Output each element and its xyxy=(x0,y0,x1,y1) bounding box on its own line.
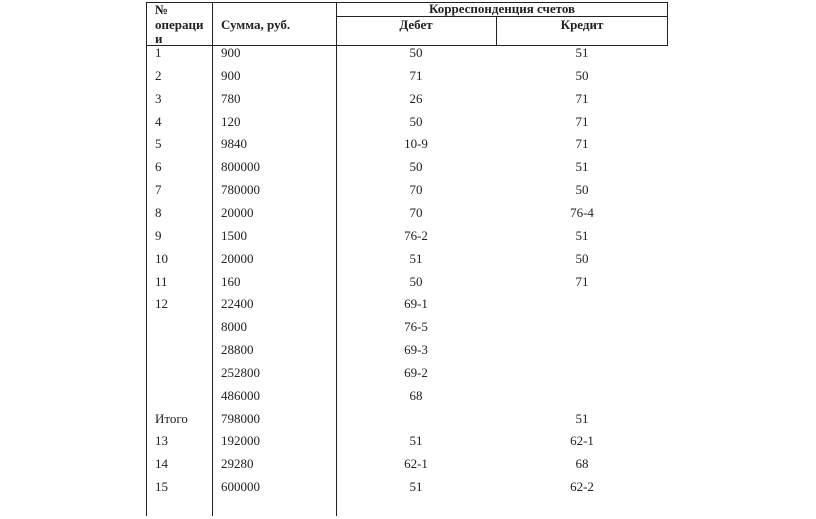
header-sum: Сумма, руб. xyxy=(221,17,291,32)
debit-cell: 50 xyxy=(409,273,423,289)
table-row xyxy=(146,457,668,480)
credit-cell: 68 xyxy=(575,456,589,472)
header-credit: Кредит xyxy=(560,17,604,32)
sum-cell: 9840 xyxy=(221,136,247,152)
credit-cell: 62-2 xyxy=(570,479,594,495)
sum-cell: 8000 xyxy=(221,319,247,335)
debit-cell: 50 xyxy=(409,113,423,129)
header-op-number-line3: и xyxy=(155,31,163,46)
sum-cell: 1500 xyxy=(221,227,247,243)
sum-cell: 900 xyxy=(221,67,241,83)
table-row xyxy=(146,229,668,252)
debit-cell: 50 xyxy=(409,45,423,60)
op-cell: 15 xyxy=(155,479,168,495)
debit-cell: 69-2 xyxy=(404,364,428,380)
table-row xyxy=(146,69,668,92)
sum-cell: 29280 xyxy=(221,456,254,472)
op-cell: 4 xyxy=(155,113,162,129)
table-row xyxy=(146,160,668,183)
op-cell: 9 xyxy=(155,227,162,243)
table-row xyxy=(146,434,668,457)
header-debit: Дебет xyxy=(399,17,433,32)
sum-cell: 28800 xyxy=(221,342,254,358)
sum-cell: 600000 xyxy=(221,479,260,495)
op-cell: 12 xyxy=(155,296,168,312)
header-op-number-line1: № xyxy=(155,2,169,17)
credit-cell: 76-4 xyxy=(570,204,594,220)
sum-cell: 22400 xyxy=(221,296,254,312)
debit-cell: 62-1 xyxy=(404,456,428,472)
debit-cell: 51 xyxy=(409,433,423,449)
debit-cell: 76-2 xyxy=(404,227,428,243)
table-row xyxy=(146,206,668,229)
debit-cell: 71 xyxy=(409,67,423,83)
op-cell: 5 xyxy=(155,136,162,152)
debit-cell: 50 xyxy=(409,159,423,175)
credit-cell: 71 xyxy=(575,90,589,106)
table-row xyxy=(146,252,668,275)
sum-cell: 780 xyxy=(221,90,241,106)
table-row xyxy=(146,137,668,160)
sum-cell: 798000 xyxy=(221,410,260,426)
op-cell: 13 xyxy=(155,433,168,449)
credit-cell: 51 xyxy=(575,410,589,426)
credit-cell: 50 xyxy=(575,250,589,266)
table-row xyxy=(146,46,668,69)
debit-cell: 68 xyxy=(409,387,423,403)
debit-cell: 69-3 xyxy=(404,342,428,358)
credit-cell: 71 xyxy=(575,136,589,152)
debit-cell: 51 xyxy=(409,479,423,495)
credit-cell: 71 xyxy=(575,273,589,289)
sum-cell: 900 xyxy=(221,45,241,60)
debit-cell: 51 xyxy=(409,250,423,266)
table-row xyxy=(146,389,668,412)
table-row xyxy=(146,343,668,366)
header-op-number-line2: операци xyxy=(155,17,204,32)
op-cell: 10 xyxy=(155,250,168,266)
debit-cell: 70 xyxy=(409,204,423,220)
debit-cell: 70 xyxy=(409,182,423,198)
table-row xyxy=(146,183,668,206)
debit-cell: 69-1 xyxy=(404,296,428,312)
credit-cell: 51 xyxy=(575,227,589,243)
table-row xyxy=(146,480,668,503)
op-cell: Итого xyxy=(155,410,188,426)
debit-cell: 26 xyxy=(409,90,423,106)
sum-cell: 20000 xyxy=(221,204,254,220)
debit-cell: 76-5 xyxy=(404,319,428,335)
op-cell: 3 xyxy=(155,90,162,106)
credit-cell: 51 xyxy=(575,159,589,175)
sum-cell: 252800 xyxy=(221,364,260,380)
credit-cell: 50 xyxy=(575,182,589,198)
table-row xyxy=(146,115,668,138)
table-row xyxy=(146,366,668,389)
table-row xyxy=(146,412,668,435)
sum-cell: 800000 xyxy=(221,159,260,175)
credit-cell: 51 xyxy=(575,45,589,60)
op-cell: 11 xyxy=(155,273,168,289)
credit-cell: 71 xyxy=(575,113,589,129)
credit-cell: 50 xyxy=(575,67,589,83)
corr-header-divider xyxy=(336,16,668,17)
table-row xyxy=(146,275,668,298)
table-row xyxy=(146,320,668,343)
operations-table xyxy=(146,2,668,516)
table-row xyxy=(146,297,668,320)
sum-cell: 486000 xyxy=(221,387,260,403)
sum-cell: 192000 xyxy=(221,433,260,449)
credit-cell: 62-1 xyxy=(570,433,594,449)
op-cell: 14 xyxy=(155,456,168,472)
op-cell: 6 xyxy=(155,159,162,175)
sum-cell: 780000 xyxy=(221,182,260,198)
sum-cell: 120 xyxy=(221,113,241,129)
header-correspondence: Корреспонденция счетов xyxy=(428,1,576,16)
op-cell: 1 xyxy=(155,45,162,60)
table-row xyxy=(146,92,668,115)
op-cell: 7 xyxy=(155,182,162,198)
sum-cell: 20000 xyxy=(221,250,254,266)
debit-cell: 10-9 xyxy=(404,136,428,152)
op-cell: 8 xyxy=(155,204,162,220)
op-cell: 2 xyxy=(155,67,162,83)
sum-cell: 160 xyxy=(221,273,241,289)
